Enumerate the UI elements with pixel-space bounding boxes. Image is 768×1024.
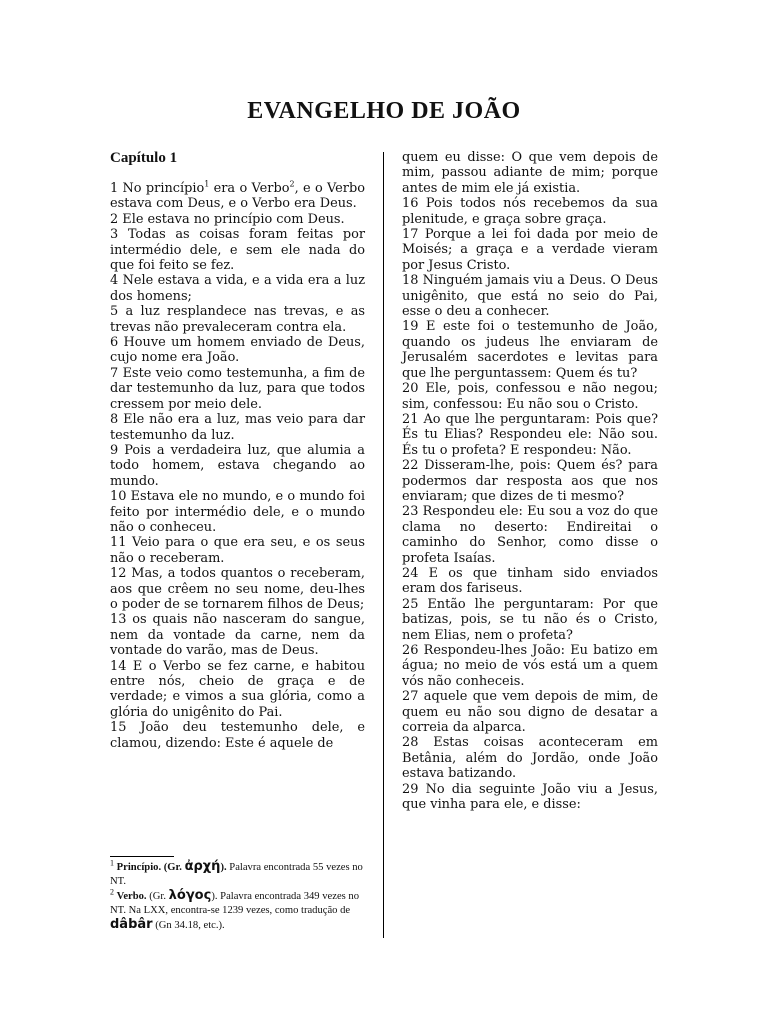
footnote-gr-close: ). [211, 891, 218, 902]
verse: 22 Disseram-lhe, pois: Quem és? para podermos dar resposta aos que nos enviaram; que dizes de ti mesmo? [402, 458, 658, 504]
footnote-ref-2[interactable]: 2 [289, 179, 295, 189]
verse: 27 aquele que vem depois de mim, de quem eu não sou digno de desatar a correia da alparca. [402, 689, 658, 736]
verse: quem eu disse: O que vem depois de mim, passou adiante de mim; porque antes de mim ele já existia. [402, 150, 658, 196]
verse: 8 Ele não era a luz, mas veio para dar testemunho da luz. [110, 412, 365, 443]
verse: 6 Houve um homem enviado de Deus, cujo nome era João. [110, 335, 365, 366]
footnote-2 [110, 889, 365, 933]
hebrew-transliteration: dâbâr [110, 917, 153, 932]
verse: 20 Ele, pois, confessou e não negou; sim, confessou: Eu não sou o Cristo. [402, 381, 658, 412]
verse: 29 No dia seguinte João viu a Jesus, que vinha para ele, e disse: [402, 781, 658, 813]
verse: 9 Pois a verdadeira luz, que alumia a todo homem, estava chegando ao mundo. [110, 442, 365, 489]
verse: 17 Porque a lei foi dada por meio de Moisés; a graça e a verdade vieram por Jesus Cristo. [402, 227, 658, 273]
verse: 3 Todas as coisas foram feitas por intermédio dele, e sem ele nada do que foi feito se fez. [110, 227, 365, 274]
footnote-ref-1[interactable]: 1 [204, 179, 210, 189]
footnote-gr-label: (Gr. [149, 891, 167, 902]
right-column [402, 150, 658, 812]
verse: 5 a luz resplandece nas trevas, e as trevas não prevaleceram contra ela. [110, 304, 365, 335]
footnote-term: Princípio. [116, 862, 162, 873]
chapter-heading: Capítulo 1 [110, 150, 178, 166]
footnote-text: Palavra encontrada 55 vezes no NT. [110, 862, 363, 887]
verse: 23 Respondeu ele: Eu sou a voz do que clama no deserto: Endireitai o caminho do Senhor, como disse o profeta Isaías. [402, 504, 658, 566]
greek-word: ἀρχή [184, 859, 221, 874]
document-title: EVANGELHO DE JOÃO [247, 98, 521, 124]
verse: 16 Pois todos nós recebemos da sua plenitude, e graça sobre graça. [402, 196, 658, 227]
verse: 14 E o Verbo se fez carne, e habitou entre nós, cheio de graça e de verdade; e vimos a sua glória, como a glória do unigênito do Pai. [110, 658, 365, 720]
verse: 4 Nele estava a vida, e a vida era a luz dos homens; [110, 273, 365, 304]
verse: 18 Ninguém jamais viu a Deus. O Deus unigênito, que está no seio do Pai, esse o deu a conhecer. [402, 273, 658, 320]
greek-word: λόγος [168, 888, 212, 903]
verse: 12 Mas, a todos quantos o receberam, aos que crêem no seu nome, deu-lhes o poder de se tornarem filhos de Deus; [110, 566, 365, 612]
verse: 21 Ao que lhe perguntaram: Pois que? És tu Elias? Respondeu ele: Não sou. És tu o profeta? E respondeu: Não. [402, 411, 658, 458]
verse-1-start: 1 No princípio [110, 181, 205, 196]
verse: 11 Veio para o que era seu, e os seus não o receberam. [110, 535, 365, 566]
footnote-1 [110, 860, 365, 889]
verse: 2 Ele estava no princípio com Deus. [110, 211, 345, 227]
verse: 7 Este veio como testemunha, a fim de dar testemunho da luz, para que todos cressem por meio dele. [110, 365, 365, 412]
footnote-tail: (Gn 34.18, etc.). [155, 920, 225, 931]
footnote-number: 1 [110, 858, 114, 868]
footnote-gr-close: ). [220, 862, 227, 873]
footnote-text: Palavra encontrada 349 vezes no NT. Na LXX, encontra-se 1239 vezes, como tradução de [110, 891, 360, 916]
verse: 15 João deu testemunho dele, e clamou, dizendo: Este é aquele de [110, 720, 365, 751]
footnotes [110, 860, 365, 933]
verse: 10 Estava ele no mundo, e o mundo foi feito por intermédio dele, e o mundo não o conheceu. [110, 489, 365, 535]
footnote-gr-label: (Gr. [163, 862, 182, 873]
footnote-number: 2 [110, 887, 114, 897]
verse-1-mid: era o Verbo [209, 181, 290, 196]
verse: 19 E este foi o testemunho de João, quando os judeus lhe enviaram de Jerusalém sacerdotes e levitas para que lhe perguntassem: Quem és tu? [402, 319, 658, 381]
left-column [110, 150, 365, 751]
verse-1-end: , e o Verbo estava com Deus, e o Verbo era Deus. [110, 181, 365, 212]
verse-1 [110, 181, 365, 212]
verse: 13 os quais não nasceram do sangue, nem da vontade da carne, nem da vontade do varão, mas de Deus. [110, 612, 365, 659]
verse: 28 Estas coisas aconteceram em Betânia, além do Jordão, onde João estava batizando. [402, 735, 658, 782]
footnote-term: Verbo. [116, 891, 147, 902]
footnote-rule [110, 856, 174, 857]
verse: 25 Então lhe perguntaram: Por que batizas, pois, se tu não és o Cristo, nem Elias, nem o profeta? [402, 596, 658, 643]
verse: 26 Respondeu-lhes João: Eu batizo em água; no meio de vós está um a quem vós não conheceis. [402, 643, 658, 689]
verse: 24 E os que tinham sido enviados eram dos fariseus. [402, 565, 658, 597]
column-divider [383, 152, 384, 938]
